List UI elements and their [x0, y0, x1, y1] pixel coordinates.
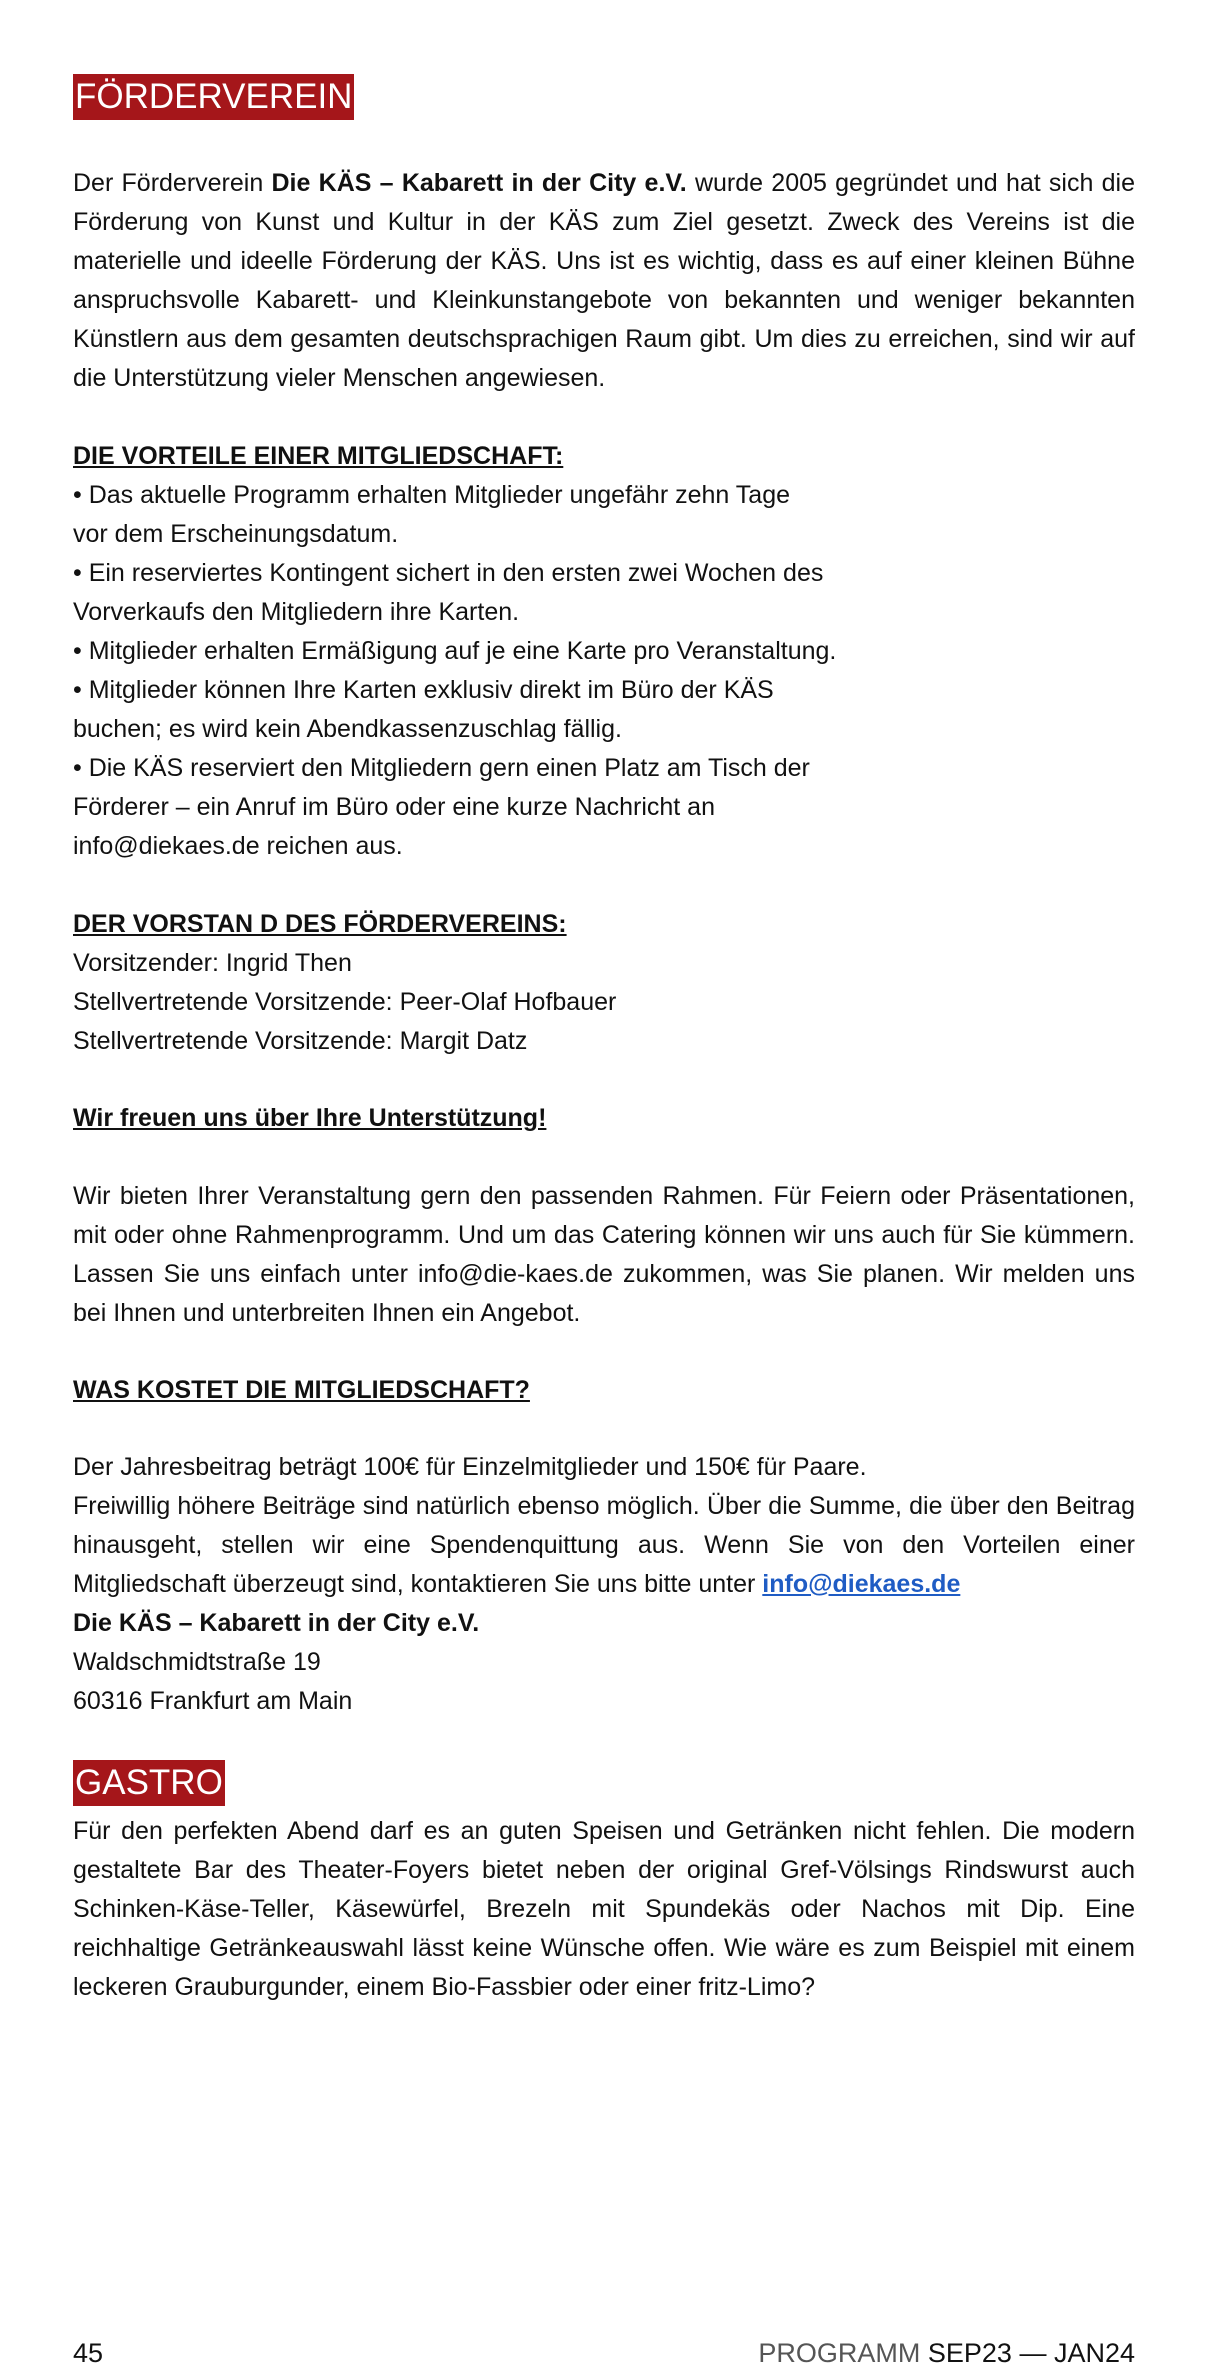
address-block [73, 1604, 1135, 1721]
intro-post: wurde 2005 gegründet und hat sich die Förderung von Kunst und Kultur in der KÄS zum Ziel gesetzt. Zweck des Vereins ist die materielle und ideelle Förderung der KÄS. Uns ist es wichtig, dass es auf einer kleinen Bühne anspruchsvolle Kabarett- und Kleinkunstangebote von bekannten und weniger bekannten Künstlern aus dem gesamten deutschsprachigen Raum gibt. Um dies zu erreichen, sind wir auf die Unterstützung vieler Menschen angewiesen. [73, 169, 1135, 392]
board-member: Vorsitzender: Ingrid Then [73, 949, 352, 977]
benefits-heading: DIE VORTEILE EINER MITGLIEDSCHAFT: [73, 442, 564, 470]
benefit-line: • Mitglieder können Ihre Karten exklusiv direkt im Büro der KÄS [73, 676, 774, 704]
address-city: 60316 Frankfurt am Main [73, 1687, 353, 1715]
gastro-paragraph: Für den perfekten Abend darf es an guten Speisen und Getränken nicht fehlen. Die modern gestaltete Bar des Theater-Foyers bietet neben der original Gref-Völsings Rindswurst auch Schinken-Käse-Teller, Käsewürfel, Brezeln mit Spundekäs oder Nachos mit Dip. Eine reichhaltige Getränkeauswahl lässt keine Wünsche offen. Wie wäre es zum Beispiel mit einem leckeren Grauburgunder, einem Bio-Fassbier oder einer fritz-Limo? [73, 1817, 1135, 2001]
address-street: Waldschmidtstraße 19 [73, 1648, 321, 1676]
benefit-line: Vorverkaufs den Mitgliedern ihre Karten. [73, 598, 520, 626]
cost-line: Der Jahresbeitrag beträgt 100€ für Einzelmitglieder und 150€ für Paare. [73, 1453, 867, 1481]
cost-section [73, 1448, 1135, 1721]
benefit-line: • Ein reserviertes Kontingent sichert in den ersten zwei Wochen des [73, 559, 824, 587]
benefits-list [73, 476, 1135, 866]
support-paragraph: Wir bieten Ihrer Veranstaltung gern den passenden Rahmen. Für Feiern oder Präsentationen, mit oder ohne Rahmenprogramm. Und um das Catering können wir uns auch für Sie kümmern. Lassen Sie uns einfach unter info@die-kaes.de zukommen, was Sie planen. Wir melden uns bei Ihnen und unterbreiten Ihnen ein Angebot. [73, 1182, 1135, 1327]
board-list [73, 944, 1135, 1061]
benefit-line: buchen; es wird kein Abendkassenzuschlag fällig. [73, 715, 622, 743]
board-section [73, 905, 1135, 1061]
address-org: Die KÄS – Kabarett in der City e.V. [73, 1609, 480, 1637]
benefits-section [73, 437, 1135, 866]
benefit-line: Förderer – ein Anruf im Büro oder eine kurze Nachricht an [73, 793, 715, 821]
email-link[interactable]: info@diekaes.de [762, 1570, 961, 1598]
page-number: 45 [73, 2338, 104, 2368]
support-heading: Wir freuen uns über Ihre Unterstützung! [73, 1104, 547, 1132]
board-member: Stellvertretende Vorsitzende: Peer-Olaf Hofbauer [73, 988, 617, 1016]
benefit-line: vor dem Erscheinungsdatum. [73, 520, 399, 548]
board-heading: DER VORSTAN D DES FÖRDERVEREINS: [73, 910, 567, 938]
board-member: Stellvertretende Vorsitzende: Margit Datz [73, 1027, 528, 1055]
intro-org-name: Die KÄS – Kabarett in der City e.V. [271, 169, 687, 197]
section-banner-foerderverein: FÖRDERVEREIN [73, 74, 354, 120]
cost-heading: WAS KOSTET DIE MITGLIEDSCHAFT? [73, 1376, 530, 1404]
footer-program-label: PROGRAMM [758, 2338, 921, 2368]
benefit-line: • Mitglieder erhalten Ermäßigung auf je eine Karte pro Veranstaltung. [73, 637, 837, 665]
intro-paragraph [73, 164, 1135, 398]
benefit-line: • Das aktuelle Programm erhalten Mitglieder ungefähr zehn Tage [73, 481, 791, 509]
section-banner-gastro: GASTRO [73, 1760, 225, 1806]
footer-date-range: SEP23 — JAN24 [927, 2338, 1135, 2368]
cost-paragraph [73, 1487, 1135, 1604]
benefit-line: • Die KÄS reserviert den Mitgliedern gern einen Platz am Tisch der [73, 754, 810, 782]
footer-program [758, 2337, 1135, 2369]
intro-pre: Der Förderverein [73, 169, 272, 197]
cost-text: Freiwillig höhere Beiträge sind natürlich ebenso möglich. Über die Summe, die über den Beitrag hinausgeht, stellen wir eine Spendenquittung aus. Wenn Sie von den Vorteilen einer Mitgliedschaft überzeugt sind, kontaktieren Sie uns bitte unter [73, 1492, 1135, 1598]
benefit-line: info@diekaes.de reichen aus. [73, 832, 403, 860]
